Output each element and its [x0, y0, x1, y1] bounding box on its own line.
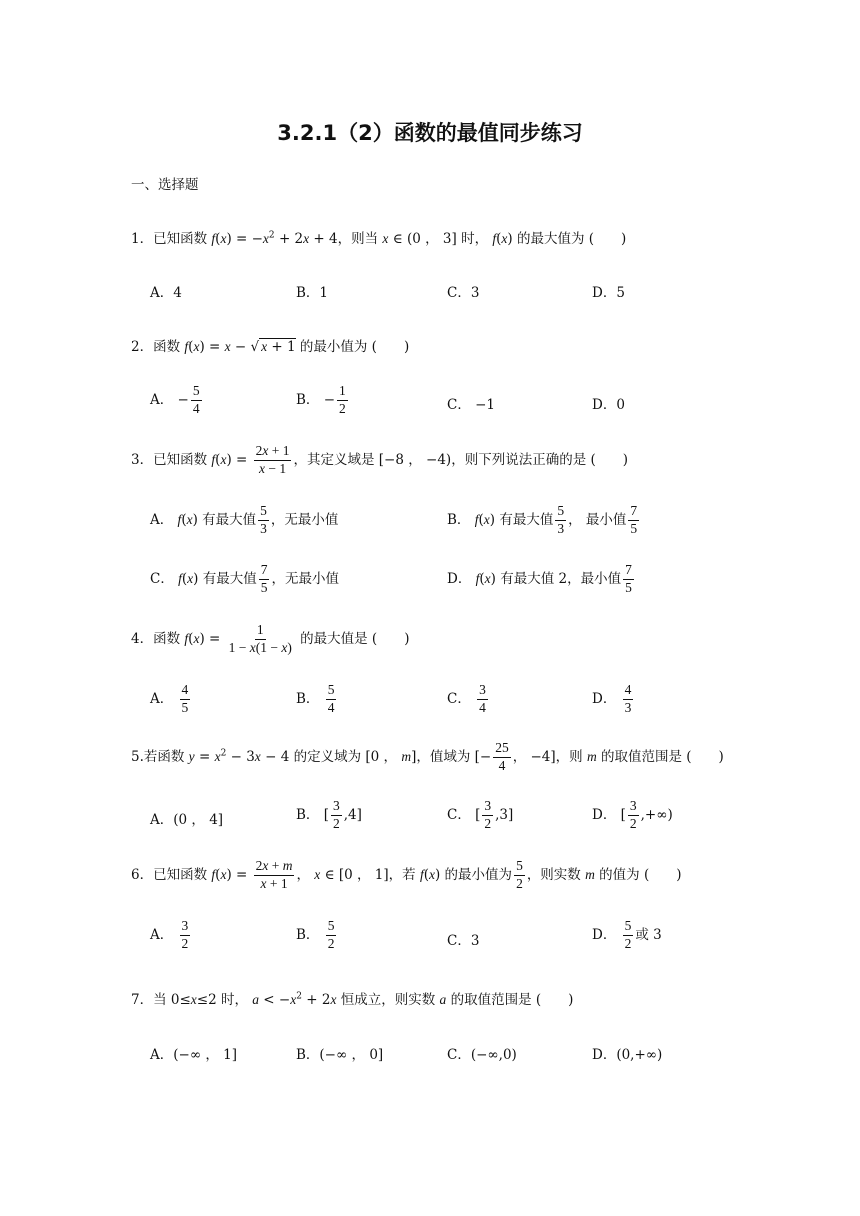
q4-option-d[interactable]: D． $\frac{4}{3}$ [592, 682, 632, 715]
q3-option-d[interactable]: D． f(x) 有最大值 2，最小值 $\frac{7}{5}$ [447, 562, 632, 595]
q1-option-c[interactable]: C．3 [447, 285, 480, 301]
q3-option-a[interactable]: A． f(x) 有最大值 $\frac{5}{3}$ ，无最小值 [150, 503, 339, 536]
q7-option-c[interactable]: C．(−∞,0) [447, 1047, 517, 1063]
question-6: 6．已知函数 f(x) = $\frac{2x + m}{x + 1}$ ， x ∈ [0 ， 1]，若 f(x) 的最小值为 $\frac{5}{2}$ ，则实数 m 的值为 ( ) [131, 858, 682, 891]
q3-option-c[interactable]: C． f(x) 有最大值 $\frac{7}{5}$ ，无最小值 [150, 562, 339, 595]
q7-option-a[interactable]: A．(−∞ ， 1] [150, 1047, 238, 1063]
q5-option-a[interactable]: A．(0 ， 4] [150, 812, 224, 828]
question-1: 1．已知函数 $f(x) = -x^2 + 2x + 4$，则当 x ∈ (0 ， 3] 时， f(x) 的最大值为 ( ) [131, 230, 627, 247]
question-2: 2．函数 f(x) = x − √ x + 1 的最小值为 ( ) [131, 339, 410, 355]
q2-option-c[interactable]: C． −1 [447, 397, 496, 413]
q2-option-b[interactable]: B． − $\frac{1}{2}$ [296, 383, 346, 416]
q3-option-b[interactable]: B． f(x) 有最大值 $\frac{5}{3}$ ， 最小值 $\frac{7}{5}$ [447, 503, 638, 536]
q4-option-c[interactable]: C． $\frac{3}{4}$ [447, 682, 486, 715]
q5-option-d[interactable]: D． [ $\frac{3}{2}$ ,+∞) [592, 798, 673, 831]
section-heading: 一、选择题 [131, 177, 199, 193]
q7-option-b[interactable]: B．(−∞ ， 0] [296, 1047, 384, 1063]
q6-option-b[interactable]: B． $\frac{5}{2}$ [296, 918, 335, 951]
q1-option-d[interactable]: D．5 [592, 285, 625, 301]
page-title: 3.2.1（2）函数的最值同步练习 [277, 121, 583, 145]
q4-option-a[interactable]: A． $\frac{4}{5}$ [150, 682, 189, 715]
question-5: 5.若函数 $y = x^2 - 3x - 4$ 的定义域为 [0 ， m]，值域为 [− $\frac{25}{4}$ ， −4]，则 m 的取值范围是 ( ) [131, 740, 724, 773]
q7-option-d[interactable]: D．(0,+∞) [592, 1047, 663, 1063]
q2-option-d[interactable]: D．0 [592, 397, 625, 413]
q6-option-a[interactable]: A． $\frac{3}{2}$ [150, 918, 189, 951]
q1-option-a[interactable]: A．4 [150, 285, 182, 301]
q2-option-a[interactable]: A． − $\frac{5}{4}$ [150, 383, 200, 416]
q4-option-b[interactable]: B． $\frac{5}{4}$ [296, 682, 335, 715]
question-7: 7．当 0≤x≤2 时， $a < -x^2 + 2x$ 恒成立，则实数 a 的取值范围是 ( ) [131, 991, 574, 1008]
q6-option-d[interactable]: D． $\frac{5}{2}$ 或 3 [592, 918, 662, 951]
question-3: 3．已知函数 f(x) = $\frac{2x + 1}{x - 1}$ ，其定义域是 [−8 ， −4)，则下列说法正确的是 ( ) [131, 443, 629, 476]
q5-option-b[interactable]: B． [ $\frac{3}{2}$ ,4] [296, 798, 362, 831]
q6-option-c[interactable]: C．3 [447, 933, 480, 949]
q5-option-c[interactable]: C． [ $\frac{3}{2}$ ,3] [447, 798, 514, 831]
q1-option-b[interactable]: B．1 [296, 285, 329, 301]
question-4: 4．函数 f(x) = $\frac{1}{1 - x(1 - x)}$ 的最大值是 ( ) [131, 622, 410, 655]
